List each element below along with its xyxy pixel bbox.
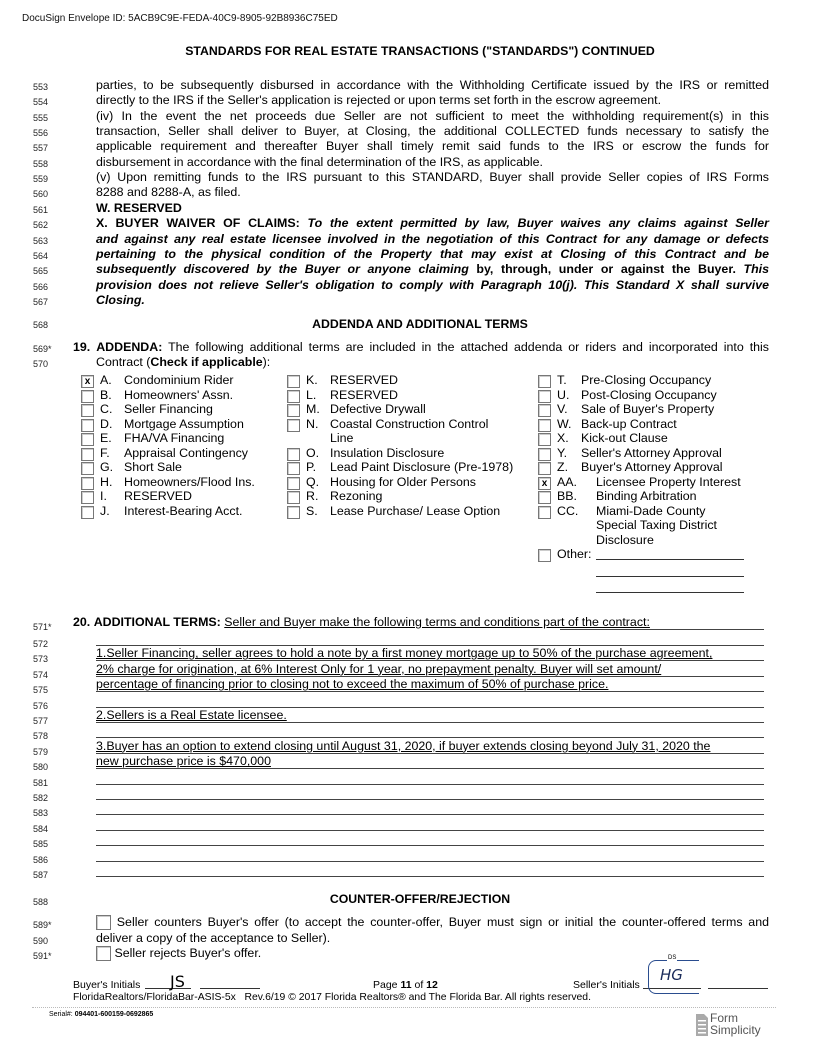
- addendum-q[interactable]: [287, 475, 537, 490]
- line-number: 575: [33, 685, 49, 696]
- checkbox[interactable]: [81, 448, 94, 461]
- addendum-letter: R.: [306, 489, 319, 503]
- line-number: 585: [33, 839, 49, 850]
- addendum-r[interactable]: [287, 489, 537, 504]
- terms-line-text: new purchase price is $470,000: [96, 754, 271, 769]
- docusign-envelope-id: DocuSign Envelope ID: 5ACB9C9E-FEDA-40C9-8905-92B8936C75ED: [22, 13, 338, 24]
- checkbox[interactable]: [538, 390, 551, 403]
- seller-initials-field-2[interactable]: [708, 988, 768, 989]
- addendum-i[interactable]: [81, 489, 291, 504]
- checkbox[interactable]: [287, 477, 300, 490]
- reject-checkbox[interactable]: [96, 946, 111, 961]
- checkbox[interactable]: [538, 491, 551, 504]
- waiver-line: [96, 262, 769, 277]
- reject-text: Seller rejects Buyer's offer.: [114, 946, 262, 960]
- line-number: 571*: [33, 622, 52, 632]
- terms-input-line[interactable]: [96, 861, 764, 862]
- terms-line-text: 2.Sellers is a Real Estate licensee.: [96, 708, 287, 722]
- addendum-letter: B.: [100, 387, 112, 402]
- serial-number: [49, 1011, 153, 1018]
- addendum-label: Sale of Buyer's Property: [581, 402, 715, 416]
- other-input-line-1[interactable]: [596, 559, 744, 560]
- addendum-cc-cont: [538, 518, 778, 533]
- addendum-letter: CC.: [557, 503, 579, 518]
- checkbox[interactable]: [287, 390, 300, 403]
- addendum-label: Buyer's Attorney Approval: [581, 460, 723, 474]
- addendum-letter: X.: [557, 431, 569, 445]
- text: Contract (: [96, 355, 151, 369]
- addendum-label: Coastal Construction Control: [330, 416, 489, 431]
- waiver-text: by, through, under or against the Buyer.: [468, 262, 744, 276]
- page-total: 12: [426, 979, 438, 991]
- serial-value: 094401-600159-0692865: [74, 1011, 154, 1018]
- line-number: 557: [33, 143, 49, 153]
- waiver-line: Closing.: [96, 293, 145, 307]
- seller-initials-value: HG: [660, 966, 683, 984]
- line-number: 561: [33, 205, 49, 215]
- checkbox[interactable]: [81, 404, 94, 417]
- checkbox[interactable]: [538, 549, 551, 562]
- addendum-letter: J.: [100, 503, 110, 518]
- addendum-letter: P.: [306, 460, 317, 474]
- checkbox[interactable]: [538, 448, 551, 461]
- line-number: 576: [33, 700, 49, 711]
- line-number: 566: [33, 282, 49, 292]
- checkbox-checked[interactable]: x: [81, 375, 94, 388]
- addendum-label: Licensee Property Interest: [596, 474, 741, 489]
- addendum-a[interactable]: [81, 373, 291, 388]
- addendum-w[interactable]: [538, 417, 778, 432]
- line-number: 577: [33, 716, 49, 726]
- terms-input-line[interactable]: [96, 799, 764, 800]
- checkbox-checked[interactable]: x: [538, 477, 551, 490]
- terms-line-text: 2% charge for origination, at 6% Interest Only for 1 year, no prepayment penalty. Buyer will set amount/: [96, 661, 662, 676]
- checkbox[interactable]: [81, 462, 94, 475]
- addendum-o[interactable]: [287, 446, 537, 461]
- addendum-j[interactable]: [81, 504, 291, 519]
- line-number: 580: [33, 762, 49, 773]
- line-number: 564: [33, 251, 49, 261]
- addendum-label: Seller's Attorney Approval: [581, 445, 722, 460]
- line-number: 586: [33, 854, 49, 865]
- waiver-heading: X. BUYER WAIVER OF CLAIMS:: [96, 216, 300, 230]
- line-number: 567: [33, 297, 49, 307]
- addendum-d[interactable]: [81, 417, 291, 432]
- addendum-letter: A.: [100, 373, 112, 387]
- body-line: disbursement in accordance with the final determination of the IRS, as applicable.: [96, 155, 544, 169]
- addendum-letter: Z.: [557, 460, 569, 474]
- terms-input-line[interactable]: [96, 691, 764, 692]
- addendum-letter: F.: [100, 445, 110, 460]
- addendum-aa[interactable]: [538, 475, 778, 490]
- terms-line-text: percentage of financing prior to closing not to exceed the maximum of 50% of purchase price.: [96, 677, 609, 692]
- addendum-label: FHA/VA Financing: [124, 431, 225, 445]
- addendum-f[interactable]: [81, 446, 291, 461]
- line-number: 572: [33, 639, 49, 649]
- line-number: 569*: [33, 344, 52, 354]
- addendum-letter: S.: [306, 503, 318, 518]
- checkbox[interactable]: [287, 462, 300, 475]
- addendum-letter: BB.: [557, 489, 577, 503]
- other-label: Other:: [557, 547, 592, 561]
- additional-terms-heading-row: [73, 615, 650, 629]
- terms-number: 20.: [73, 615, 91, 629]
- addendum-u[interactable]: [538, 388, 778, 403]
- checkbox[interactable]: [538, 433, 551, 446]
- line-number: 554: [33, 97, 49, 107]
- line-number: 588: [33, 897, 49, 907]
- terms-line-text: 3.Buyer has an option to extend closing until August 31, 2020, if buyer extends closing beyond July 31, 2020 the: [96, 738, 711, 753]
- line-number: 581: [33, 777, 49, 788]
- body-line: 8288 and 8288-A, as filed.: [96, 185, 241, 199]
- line-number: 558: [33, 159, 49, 169]
- addendum-y[interactable]: [538, 446, 778, 461]
- addenda-intro-text: The following additional terms are included in the attached addenda or riders and incorporated into this: [162, 340, 769, 354]
- form-id: FloridaRealtors/FloridaBar-ASIS-5x: [73, 992, 236, 1003]
- checkbox[interactable]: [538, 419, 551, 432]
- addenda-heading: ADDENDA:: [96, 340, 163, 354]
- addendum-label: Post-Closing Occupancy: [581, 387, 717, 402]
- addendum-label: Short Sale: [124, 460, 182, 474]
- addendum-c[interactable]: [81, 402, 291, 417]
- line-number: 562: [33, 220, 49, 230]
- line-number: 570: [33, 359, 49, 369]
- terms-line-text: 1.Seller Financing, seller agrees to hold a note by a first money mortgage up to 50% of the purchase agreement,: [96, 646, 713, 661]
- terms-intro: Seller and Buyer make the following terms and conditions part of the contract:: [224, 615, 650, 629]
- checkbox[interactable]: [538, 506, 551, 519]
- footer-divider: [32, 1007, 776, 1008]
- buyer-initials-value: JS: [170, 972, 185, 991]
- addendum-letter: H.: [100, 474, 113, 489]
- buyer-initials-field-2[interactable]: [200, 988, 260, 989]
- waiver-line: and against any real estate licensee involved in the negotiation of this Contract for any damage or defects: [96, 232, 769, 246]
- addendum-label: Lead Paint Disclosure (Pre-1978): [330, 460, 514, 474]
- addendum-label: Homeowners/Flood Ins.: [124, 474, 255, 489]
- section-title-counter-offer: COUNTER-OFFER/REJECTION: [329, 892, 511, 906]
- underline: [560, 629, 764, 630]
- addendum-letter: K.: [306, 373, 318, 387]
- checkbox[interactable]: [287, 448, 300, 461]
- terms-input-line[interactable]: [96, 830, 764, 831]
- addendum-label: Line: [330, 431, 354, 445]
- addendum-p[interactable]: [287, 460, 537, 475]
- addendum-b[interactable]: [81, 388, 291, 403]
- addendum-label: Special Taxing District: [596, 518, 717, 532]
- addendum-bb[interactable]: [538, 489, 778, 504]
- counter-offer-text-2: deliver a copy of the acceptance to Seller).: [96, 931, 331, 945]
- addendum-letter: C.: [100, 402, 113, 416]
- line-number: 553: [33, 82, 49, 92]
- addendum-label: Interest-Bearing Acct.: [124, 503, 243, 518]
- page-mid: of: [411, 979, 427, 991]
- addendum-letter: AA.: [557, 474, 577, 489]
- addendum-label: Housing for Older Persons: [330, 474, 477, 489]
- document-icon: [696, 1014, 708, 1036]
- addendum-label: Rezoning: [330, 489, 383, 503]
- line-number: 590: [33, 936, 49, 946]
- terms-input-line[interactable]: [96, 722, 764, 723]
- addendum-letter: L.: [306, 387, 317, 402]
- terms-input-line[interactable]: [96, 784, 764, 785]
- body-line: transaction, Seller shall deliver to Buyer, at Closing, the additional COLLECTED funds necessary to satisfy the: [96, 124, 769, 138]
- line-number: 583: [33, 808, 49, 819]
- addendum-label: Miami-Dade County: [596, 503, 706, 518]
- addenda-column-2: [287, 373, 537, 518]
- addendum-letter: I.: [100, 489, 107, 503]
- line-number: 555: [33, 113, 49, 123]
- addendum-label: Homeowners' Assn.: [124, 387, 234, 402]
- line-number: 587: [33, 870, 49, 880]
- brand-text: [710, 1012, 761, 1036]
- check-if-applicable: Check if applicable: [150, 355, 263, 369]
- reserved-w: W. RESERVED: [96, 201, 182, 215]
- checkbox[interactable]: [81, 506, 94, 519]
- line-number: 563: [33, 236, 49, 246]
- line-number: 560: [33, 189, 49, 199]
- body-line: applicable requirement and thereafter Buyer shall timely remit said funds to the IRS or escrow the funds for: [96, 139, 769, 153]
- addendum-cc-cont: [538, 533, 778, 548]
- seller-initials-label: Seller's Initials: [573, 979, 640, 991]
- line-number: 578: [33, 731, 49, 742]
- checkbox[interactable]: [287, 506, 300, 519]
- terms-input-line[interactable]: [96, 814, 764, 815]
- addendum-label: Binding Arbitration: [596, 489, 697, 503]
- body-line: (iv) In the event the net proceeds due Seller are not sufficient to meet the withholding requirement(s) in this: [96, 109, 769, 123]
- other-input-line-2[interactable]: [596, 576, 744, 577]
- brand-line-1: Form: [710, 1011, 738, 1025]
- addenda-number: 19.: [73, 340, 91, 354]
- addendum-letter: Q.: [306, 474, 320, 489]
- checkbox[interactable]: [287, 375, 300, 388]
- addenda-column-1: [81, 373, 291, 518]
- terms-input-line[interactable]: [96, 768, 764, 769]
- line-number: 556: [33, 128, 49, 138]
- addendum-h[interactable]: [81, 475, 291, 490]
- waiver-text: To the extent permitted by law, Buyer waives any claims against Seller: [307, 216, 769, 230]
- addendum-s[interactable]: [287, 504, 537, 519]
- addendum-label: Lease Purchase/ Lease Option: [330, 503, 501, 518]
- checkbox[interactable]: [81, 419, 94, 432]
- checkbox[interactable]: [538, 462, 551, 475]
- addendum-v[interactable]: [538, 402, 778, 417]
- body-line: directly to the IRS if the Seller's application is rejected or upon terms set forth in the escrow agreement.: [96, 93, 662, 107]
- addendum-label: Back-up Contract: [581, 416, 677, 431]
- line-number: 589*: [33, 920, 52, 930]
- addendum-n[interactable]: [287, 417, 537, 432]
- waiver-line: pertaining to the physical condition of the Property that may exist at Closing of this Contract and be: [96, 247, 769, 261]
- addendum-letter: V.: [557, 402, 568, 416]
- counter-offer-text: Seller counters Buyer's offer (to accept the counter-offer, Buyer must sign or initial the counter-offered terms and: [111, 915, 769, 929]
- addendum-letter: E.: [100, 431, 112, 445]
- terms-heading: ADDITIONAL TERMS:: [93, 615, 221, 629]
- addendum-letter: N.: [306, 416, 319, 431]
- addendum-label: RESERVED: [124, 489, 192, 503]
- copyright: Rev.6/19 © 2017 Florida Realtors® and The Florida Bar. All rights reserved.: [244, 992, 591, 1003]
- addenda-intro-line2: [96, 355, 769, 370]
- addendum-label: Mortgage Assumption: [124, 416, 244, 431]
- serial-label: Serial#:: [49, 1011, 75, 1018]
- docusign-tag: DS: [668, 955, 677, 961]
- page-pre: Page: [373, 979, 401, 991]
- addendum-k[interactable]: [287, 373, 537, 388]
- addendum-g[interactable]: [81, 460, 291, 475]
- addendum-z[interactable]: [538, 460, 778, 475]
- addendum-letter: D.: [100, 416, 113, 431]
- addendum-letter: Y.: [557, 445, 568, 460]
- checkbox[interactable]: [81, 390, 94, 403]
- page-title: STANDARDS FOR REAL ESTATE TRANSACTIONS ("STANDARDS") CONTINUED: [185, 44, 655, 58]
- addendum-cc[interactable]: [538, 504, 778, 519]
- checkbox[interactable]: [81, 491, 94, 504]
- addenda-intro: [73, 340, 769, 355]
- addendum-x[interactable]: [538, 431, 778, 446]
- checkbox[interactable]: [538, 375, 551, 388]
- waiver-line: provision does not relieve Seller's obligation to comply with Paragraph 10(j). This Standard X shall survive: [96, 278, 769, 292]
- line-number: 573: [33, 654, 49, 665]
- addendum-label: Disclosure: [596, 532, 654, 547]
- addendum-letter: T.: [557, 373, 567, 387]
- checkbox[interactable]: [81, 477, 94, 490]
- text: ):: [262, 355, 271, 369]
- waiver-text: This: [743, 262, 769, 276]
- page-indicator: [373, 979, 438, 991]
- counter-offer-option[interactable]: [96, 915, 769, 930]
- checkbox[interactable]: [287, 419, 300, 432]
- line-number: 591*: [33, 951, 52, 961]
- addendum-label: Seller Financing: [124, 402, 213, 416]
- counter-offer-checkbox[interactable]: [96, 915, 111, 930]
- addendum-label: RESERVED: [330, 373, 398, 387]
- addendum-m[interactable]: [287, 402, 537, 417]
- line-number: 565: [33, 266, 49, 276]
- line-number: 559: [33, 174, 49, 184]
- checkbox[interactable]: [538, 404, 551, 417]
- addendum-label: Defective Drywall: [330, 402, 426, 416]
- form-footer: [73, 992, 591, 1003]
- addendum-n-cont: [287, 431, 537, 446]
- addendum-letter: G.: [100, 460, 114, 474]
- addendum-label: Appraisal Contingency: [124, 445, 248, 460]
- addenda-column-3: [538, 373, 778, 562]
- waiver-text: subsequently discovered by the Buyer or anyone claiming: [96, 262, 469, 276]
- addendum-letter: M.: [306, 402, 320, 416]
- addendum-letter: O.: [306, 445, 320, 460]
- body-line: parties, to be subsequently disbursed in accordance with the Withholding Certificate issued by the IRS or remitted: [96, 78, 769, 92]
- addendum-label: Insulation Disclosure: [330, 445, 445, 460]
- addendum-label: Condominium Rider: [124, 373, 234, 387]
- brand-line-2: Simplicity: [710, 1023, 761, 1037]
- addendum-t[interactable]: [538, 373, 778, 388]
- line-number: 579: [33, 746, 49, 757]
- buyer-initials-label: Buyer's Initials: [73, 979, 141, 991]
- addendum-letter: U.: [557, 387, 570, 402]
- line-number: 582: [33, 793, 49, 803]
- addendum-letter: W.: [557, 416, 572, 431]
- terms-input-line[interactable]: [96, 876, 764, 877]
- line-number: 574: [33, 669, 49, 680]
- addendum-l[interactable]: [287, 388, 537, 403]
- terms-input-line[interactable]: [96, 845, 764, 846]
- line-number: 568: [33, 320, 49, 330]
- addendum-e[interactable]: [81, 431, 291, 446]
- addendum-label: Pre-Closing Occupancy: [581, 373, 712, 387]
- waiver-line: [96, 216, 769, 231]
- section-title-addenda: ADDENDA AND ADDITIONAL TERMS: [312, 317, 528, 331]
- checkbox[interactable]: [287, 491, 300, 504]
- checkbox[interactable]: [287, 404, 300, 417]
- line-number: 584: [33, 823, 49, 834]
- page-current: 11: [400, 979, 412, 991]
- addendum-label: Kick-out Clause: [581, 431, 668, 445]
- other-input-line-3[interactable]: [596, 592, 744, 593]
- addendum-label: RESERVED: [330, 387, 398, 402]
- body-line: (v) Upon remitting funds to the IRS pursuant to this STANDARD, Buyer shall provide Seller copies of IRS Forms: [96, 170, 769, 184]
- checkbox[interactable]: [81, 433, 94, 446]
